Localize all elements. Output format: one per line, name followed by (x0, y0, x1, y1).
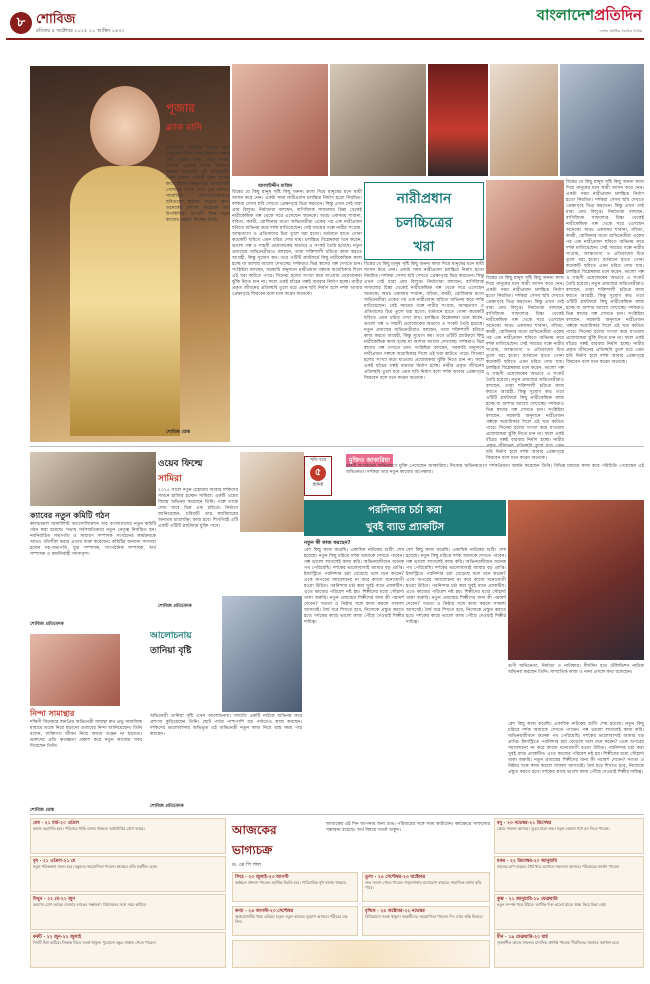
sign-name: মিথুন (33, 897, 43, 902)
samira-photo (240, 452, 304, 532)
samantha-title: নিন্দা সামান্থার (30, 709, 75, 718)
khoti-number: ৫ (310, 465, 326, 481)
horoscope-title (232, 822, 322, 868)
jakaria-body: চারটি সংগঠনের অভিযোগে মুক্তি পেয়েছেন জাকারিয়া। নিজের অভিনয়গুণে দর্শকপ্রিয়তা অর্জন করেছেন তিনি। বিভিন্ন মাধ্যমে কাজ করে পরিচিতি পেয়েছেন এই অভিনেতা। দর্শকরা তার নতুন কাজের অপেক্ষায়। (346, 464, 644, 475)
masthead (482, 4, 642, 38)
film-poster (428, 64, 488, 176)
sign-dates: ২৩ জুলাই-২৩ আগস্ট (248, 875, 289, 880)
sign-name: কর্কট (33, 935, 42, 940)
sign-dates: ২৪ অক্টোবর-২২ নভেম্বর (380, 909, 425, 914)
feature-byline: আলাউদ্দীন মাজিদ (258, 184, 293, 189)
masthead-red: প্রতিদিন (594, 6, 642, 24)
page-number: ৮ (10, 12, 32, 34)
web-title (158, 456, 238, 486)
sign-name: ধনু (497, 821, 503, 826)
tania-title-1: আলোচনায় (150, 631, 192, 641)
feature-body-col2: বিশ্বের যে কিছু মানুষ সৃষ্টি কিছু অনন্য কাজ দিয়ে মানুষের মনে স্থায়ী আসন করে নেন। একটা সময় নারীপ্রধান চলচ্চিত্র নির্মাণ হতো নিয়মিত। দর্শকরা সেসব ছবি দেখতে প্রেক্ষাগৃহে ভিড় করতেন। কিন্তু এখন সেই ধারা প্রায় বিলুপ্ত। নির্মাতারা বলছেন, বাণিজ্যিক সাফল্যের চিন্তা থেকেই নারীকেন্দ্রিক গল্প থেকে সরে এসেছেন অনেকে। অথচ একসময় শাবানা, ববিতা, কবরী, রোজিনার মতো অভিনেত্রীরা একের পর এক নারীপ্রধান ছবিতে অভিনয় করে দর্শক মাতিয়েছেন। সেই সময়ের গল্পে নারীর সংগ্রাম, আত্মত্যাগ ও প্রতিবাদের চিত্র তুলে ধরা হতো। বর্তমানে হাতে গোনা কয়েকটি ছবিতে এমন চরিত্র দেখা যায়। চলচ্চিত্র বিশ্লেষকরা মনে করেন, ভালো গল্প ও সাহসী প্রযোজকের অভাবে এ সংকট তৈরি হয়েছে। নতুন প্রজন্মের অভিনেত্রীরাও বলছেন, তারা শক্তিশালী চরিত্রে কাজ করতে আগ্রহী, কিন্তু সুযোগ কম। তবে ওটিটি প্ল্যাটফর্মে কিছু নারীকেন্দ্রিক কাজ হচ্ছে যা আশার আলো দেখাচ্ছে। দর্শকরাও ভিন্ন স্বাদের গল্প দেখতে চান। সংশ্লিষ্টরা বলছেন, সরকারি অনুদানে নারীপ্রধান গল্পকে অগ্রাধিকার দিলে এই খরা কাটতে পারে। সিনেমা হলের সংখ্যা কমে যাওয়ায় প্রযোজকরা ঝুঁকি নিতে চান না। ফলে একই ধাঁচের গল্পই বারবার নির্মাণ হচ্ছে। নারীর প্রকৃত জীবনের প্রতিচ্ছবি তুলে ধরে এমন ছবি নির্মাণ হলে দর্শক আবার প্রেক্ষাগৃহে ফিরবেন বলে মনে করেন অনেকে। (364, 262, 484, 381)
puja-credit: শোবিজ ডেস্ক (166, 430, 191, 435)
feature-body-col4: বিশ্বের যে কিছু মানুষ সৃষ্টি কিছু অনন্য কাজ দিয়ে মানুষের মনে স্থায়ী আসন করে নেন। একটা সময় নারীপ্রধান চলচ্চিত্র নির্মাণ হতো নিয়মিত। দর্শকরা সেসব ছবি দেখতে প্রেক্ষাগৃহে ভিড় করতেন। কিন্তু এখন সেই ধারা প্রায় বিলুপ্ত। নির্মাতারা বলছেন, বাণিজ্যিক সাফল্যের চিন্তা থেকেই নারীকেন্দ্রিক গল্প থেকে সরে এসেছেন অনেকে। অথচ একসময় শাবানা, ববিতা, কবরী, রোজিনার মতো অভিনেত্রীরা একের পর এক নারীপ্রধান ছবিতে অভিনয় করে দর্শক মাতিয়েছেন। সেই সময়ের গল্পে নারীর সংগ্রাম, আত্মত্যাগ ও প্রতিবাদের চিত্র তুলে ধরা হতো। বর্তমানে হাতে গোনা কয়েকটি ছবিতে এমন চরিত্র দেখা যায়। চলচ্চিত্র বিশ্লেষকরা মনে করেন, ভালো গল্প ও সাহসী প্রযোজকের অভাবে এ সংকট তৈরি হয়েছে। নতুন প্রজন্মের অভিনেত্রীরাও বলছেন, তারা শক্তিশালী চরিত্রে কাজ করতে আগ্রহী, কিন্তু সুযোগ কম। তবে ওটিটি প্ল্যাটফর্মে কিছু নারীকেন্দ্রিক কাজ হচ্ছে যা আশার আলো দেখাচ্ছে। দর্শকরাও ভিন্ন স্বাদের গল্প দেখতে চান। সংশ্লিষ্টরা বলছেন, সরকারি অনুদানে নারীপ্রধান গল্পকে অগ্রাধিকার দিলে এই খরা কাটতে পারে। সিনেমা হলের সংখ্যা কমে যাওয়ায় প্রযোজকরা ঝুঁকি নিতে চান না। ফলে একই ধাঁচের গল্পই বারবার নির্মাণ হচ্ছে। নারীর প্রকৃত জীবনের প্রতিচ্ছবি তুলে ধরে এমন ছবি নির্মাণ হলে দর্শক আবার প্রেক্ষাগৃহে ফিরবেন বলে মনে করেন অনেকে। (566, 180, 644, 365)
web-body: ২০২৫ সালে নতুন চেহারায় আবার দর্শকদের সামনে হাজির হচ্ছেন সামিরা। একটি ওয়েব ফিল্মে অভিনয় করেছেন তিনি। গল্পে তাকে দেখা যাবে ভিন্ন এক চরিত্রে। নির্মাতা জানিয়েছেন, চরিত্রটি তার ক্যারিয়ারের অন্যতম চ্যালেঞ্জিং কাজ হবে। শিগগিরই এটি একটি ওটিটি প্ল্যাটফর্মে মুক্তি পাবে। (158, 488, 238, 529)
horoscope-author: ড. কে পি পাল (232, 862, 261, 868)
sign-name: মকর (497, 859, 506, 864)
interview-body-col2: বেশ কিছু কাজ করেছি। একাধিক নাটকের শুটিং শেষ হয়েছে। নতুন কিছু চরিত্রে দর্শক আমাকে দেখতে পাবেন। গল্প ভালো লাগলেই কাজ করি। অভিনয়জীবনে অনেক পথ পেরিয়েছি। দর্শকের ভালোবাসাই আমার বড় প্রাপ্তি। ইন্ডাস্ট্রিতে পরনিন্দার চর্চা বেড়েছে বলে মনে করেন? একে অপরের সমালোচনা না করে কাজে মনোযোগী হওয়া উচিত। পরনিন্দার চর্চা করা খুবই ব্যাড প্র্যাকটিস। এতে কাজের পরিবেশ নষ্ট হয়। শিল্পীদের মধ্যে সৌহার্দ্য থাকা জরুরি। নতুন প্রজন্মের শিল্পীদের জন্য কী পরামর্শ দেবেন? সততা ও নিষ্ঠার সঙ্গে কাজ করলে সাফল্য আসবেই। ধৈর্য ধরে শিখতে হবে, নিজেকে প্রস্তুত করতে হবে। দর্শকের কাছে ভালো কাজ পৌঁছে দেওয়াই শিল্পীর দায়িত্ব। (406, 548, 506, 625)
interview-title-box (304, 500, 506, 536)
cab-body: কালচারাল জার্নালিস্ট অ্যাসোসিয়েশন অব বাংলাদেশের নতুন কমিটি গঠন করা হয়েছে। সভায় সর্বসম্মতিক্রমে নতুন নেতৃত্ব নির্বাচিত হন। নবনির্বাচিত সভাপতি ও সাধারণ সম্পাদক সংগঠনের কার্যক্রমকে আরও গতিশীল করার প্রত্যয় ব্যক্ত করেছেন। কমিটির অন্যান্য সদস্যরা হলেন সহ-সভাপতি, যুগ্ম সম্পাদক, সাংগঠনিক সম্পাদক, অর্থ সম্পাদক ও কার্যনির্বাহী সদস্যবৃন্দ। (30, 522, 156, 557)
section-title: শোবিজ (36, 12, 76, 27)
sign-name: কুম্ভ (497, 897, 504, 902)
sign-dates: ২১ জানুয়ারি-১৮ ফেব্রুয়ারি (508, 897, 558, 902)
horoscope-sign-kanya: কন্যা · ২৪ আগস্ট-২৩ সেপ্টেম্বর অপ্রয়োজনীয় খরচ এড়িয়ে চলুন। নতুন কাজের সুযোগ আসবে। শরীরের যত্ন নিন। (232, 906, 358, 936)
sign-dates: ২১ এপ্রিল-২১ মে (42, 859, 76, 864)
puja-title-1: পূজার (166, 101, 195, 115)
samantha-body: দক্ষিণী সিনেমার জনপ্রিয় অভিনেত্রী সামান্থা রুথ প্রভু সামাজিক মাধ্যমে তাকে নিয়ে ছড়ানো গুজবের নিন্দা জানিয়েছেন। তিনি বলেন, ব্যক্তিগত জীবন নিয়ে অযথা গুঞ্জন না ছড়াতে। ভক্তদের প্রতি কৃতজ্ঞতা প্রকাশ করে নতুন কাজের খবর দিয়েছেন তিনি। (30, 720, 142, 749)
sign-dates: ১৯ ফেব্রুয়ারি-২০ মার্চ (508, 935, 548, 940)
sign-name: মেষ (33, 821, 40, 826)
feature-title-3: খরা (413, 239, 435, 255)
interview-body-col3: বেশ কিছু কাজ করেছি। একাধিক নাটকের শুটিং শেষ হয়েছে। নতুন কিছু চরিত্রে দর্শক আমাকে দেখতে পাবেন। গল্প ভালো লাগলেই কাজ করি। অভিনয়জীবনে অনেক পথ পেরিয়েছি। দর্শকের ভালোবাসাই আমার বড় প্রাপ্তি। ইন্ডাস্ট্রিতে পরনিন্দার চর্চা বেড়েছে বলে মনে করেন? একে অপরের সমালোচনা না করে কাজে মনোযোগী হওয়া উচিত। পরনিন্দার চর্চা করা খুবই ব্যাড প্র্যাকটিস। এতে কাজের পরিবেশ নষ্ট হয়। শিল্পীদের মধ্যে সৌহার্দ্য থাকা জরুরি। নতুন প্রজন্মের শিল্পীদের জন্য কী পরামর্শ দেবেন? সততা ও নিষ্ঠার সঙ্গে কাজ করলে সাফল্য আসবেই। ধৈর্য ধরে শিখতে হবে, নিজেকে প্রস্তুত করতে হবে। দর্শকের কাছে ভালো কাজ পৌঁছে দেওয়াই শিল্পীর দায়িত্ব। (508, 722, 644, 775)
actress-photo-3 (490, 64, 558, 176)
sign-name: বৃশ্চিক (365, 909, 376, 914)
horoscope-title-2: ভাগ্যচক্র (232, 843, 273, 857)
tania-body: অভিনেত্রী তানিয়া বৃষ্টি এখন আলোচনায়। সম্প্রতি একটি নাটকে অভিনয় করে প্রশংসা কুড়িয়েছেন তিনি। ছোট পর্দার পাশাপাশি বড় পর্দাতেও কাজ করছেন। দর্শকদের ভালোবাসায় অভিভূত এই অভিনেত্রী নতুন কাজ নিয়ে ব্যস্ত সময় পার করছেন। (150, 714, 302, 737)
horoscope-sign-dhanu: ধনু · ২৩ নভেম্বর-২১ ডিসেম্বর প্রেমে সাফল্য আসবে। দূরের যাত্রা শুভ। নতুন কোনো শখে মন দিতে পারেন। (494, 818, 644, 854)
sign-text: কাজে অগ্রগতি হবে। পরিবারে শান্তি বজায় থাকবে। অর্থপ্রাপ্তির যোগ আছে। (33, 826, 145, 831)
actress-photo-4 (560, 64, 644, 176)
puja-body: রাতারাতি বলিউড তারকা হয়ে উঠেছেন তিনি। তার কিছুদিন আগে দেবী পূজায় দেখা গেছে তাকে। নিজের পুজোর সাজে ভক্তদের সামনে এসেছেন এই অভিনেত্রী। তিনি বলেন, প্রতিটি পূজা আমার কাছে বিশেষ অনুভূতির। ঐতিহ্যবাহী পোশাকে তাকে দেখে মুগ্ধ ভক্তরা। সামাজিক যোগাযোগমাধ্যমে ছবিগুলো ছড়িয়ে পড়েছে দ্রুত। অনেকেই প্রশংসা করেছেন তার উপস্থিতির। আগামী দিনে নতুন কাজের প্রস্তুতি নিচ্ছেন তিনি। (166, 146, 230, 223)
sign-name: বৃষ (33, 859, 38, 864)
horoscope-sign-makar: মকর · ২২ ডিসেম্বর-২০ জানুয়ারি কাজের চাপ বাড়বে। ধৈর্য ধরে এগোলে সফলতা আসবে। পরিবারের সমর্থন পাবেন। (494, 856, 644, 892)
sign-text: কর্মস্থলে প্রশংসা পাবেন। আর্থিক উন্নতি হবে। পারিবারিক সুখ বজায় থাকবে। (235, 880, 347, 885)
sign-dates: ২২ জুন-২২ জুলাই (46, 935, 82, 940)
sign-dates: ২১ মার্চ-২০ এপ্রিল (44, 821, 80, 826)
khoti-label-bottom: মিনিট (312, 483, 324, 488)
tania-title-2: তানিয়া বৃষ্টি (150, 646, 192, 656)
samantha-credit: শোবিজ ডেস্ক (30, 808, 55, 813)
sign-name: সিংহ (235, 875, 244, 880)
sign-text: বিনিয়োগে সতর্ক থাকুন। সহকর্মীদের সহযোগিতা পাবেন। দিন শেষে স্বস্তি মিলবে। (365, 914, 483, 919)
sign-dates: ২৪ আগস্ট-২৩ সেপ্টেম্বর (248, 909, 294, 914)
puja-title-2: ব্ল্যাক মানি (166, 123, 202, 133)
sign-text: ভ্রমণের যোগ আছে। ব্যবসায় লাভের সম্ভাবনা। প্রিয়জনের সঙ্গে সময় কাটবে। (33, 902, 147, 907)
mid-rule (30, 446, 644, 447)
puja-title (166, 100, 232, 144)
web-credit: শোবিজ প্রতিবেদক (158, 604, 192, 609)
header-rule (6, 38, 644, 40)
page-header (6, 4, 156, 36)
sign-dates: ২২ ডিসেম্বর-২০ জানুয়ারি (509, 859, 557, 864)
horoscope-sign-brish: বৃষ · ২১ এপ্রিল-২১ মে নতুন পরিকল্পনা সফল হবে। বন্ধুদের সহযোগিতা পাবেন। স্বাস্থ্যের প্রতি যত্নশীল হোন। (30, 856, 226, 892)
actress-photo-2 (330, 64, 426, 176)
khoti-box (304, 456, 332, 496)
sign-dates: ২৩ নভেম্বর-২১ ডিসেম্বর (507, 821, 552, 826)
tania-photo (222, 596, 302, 712)
sign-text: সৃজনশীল কাজে সাফল্য। মানসিক প্রশান্তি পাবেন। দীর্ঘদিনের সমস্যার সমাধান হবে। (497, 940, 620, 945)
sign-name: তুলা (365, 875, 374, 880)
masthead-tagline: দেশের সর্বাধিক প্রচারিত দৈনিক (599, 29, 642, 33)
face-shape (90, 86, 160, 166)
cab-title: ক্যাবের নতুন কমিটি গঠন (30, 511, 110, 520)
interview-body-col1: বেশ কিছু কাজ করেছি। একাধিক নাটকের শুটিং শেষ হয়েছে। নতুন কিছু চরিত্রে দর্শক আমাকে দেখতে পাবেন। গল্প ভালো লাগলেই কাজ করি। অভিনয়জীবনে অনেক পথ পেরিয়েছি। দর্শকের ভালোবাসাই আমার বড় প্রাপ্তি। ইন্ডাস্ট্রিতে পরনিন্দার চর্চা বেড়েছে বলে মনে করেন? একে অপরের সমালোচনা না করে কাজে মনোযোগী হওয়া উচিত। পরনিন্দার চর্চা করা খুবই ব্যাড প্র্যাকটিস। এতে কাজের পরিবেশ নষ্ট হয়। শিল্পীদের মধ্যে সৌহার্দ্য থাকা জরুরি। নতুন প্রজন্মের শিল্পীদের জন্য কী পরামর্শ দেবেন? সততা ও নিষ্ঠার সঙ্গে কাজ করলে সাফল্য আসবেই। ধৈর্য ধরে শিখতে হবে, নিজেকে প্রস্তুত করতে হবে। দর্শকের কাছে ভালো কাজ পৌঁছে দেওয়াই শিল্পীর দায়িত্ব। (304, 548, 404, 625)
sign-text: নতুন সম্পর্ক গড়ে উঠবে। আর্থিক দিক ভালো যাবে। স্বাস্থ্য নিয়ে চিন্তা নেই। (497, 902, 607, 907)
sign-text: প্রেমে সাফল্য আসবে। দূরের যাত্রা শুভ। নতুন কোনো শখে মন দিতে পারেন। (497, 826, 610, 831)
sign-text: অপ্রয়োজনীয় খরচ এড়িয়ে চলুন। নতুন কাজের সুযোগ আসবে। শরীরের যত্ন নিন। (235, 914, 348, 924)
feature-actress-photo (486, 180, 564, 274)
sign-text: নতুন পরিকল্পনা সফল হবে। বন্ধুদের সহযোগিতা পাবেন। স্বাস্থ্যের প্রতি যত্নশীল হোন। (33, 864, 158, 869)
feature-body-col3: বিশ্বের যে কিছু মানুষ সৃষ্টি কিছু অনন্য কাজ দিয়ে মানুষের মনে স্থায়ী আসন করে নেন। একটা সময় নারীপ্রধান চলচ্চিত্র নির্মাণ হতো নিয়মিত। দর্শকরা সেসব ছবি দেখতে প্রেক্ষাগৃহে ভিড় করতেন। কিন্তু এখন সেই ধারা প্রায় বিলুপ্ত। নির্মাতারা বলছেন, বাণিজ্যিক সাফল্যের চিন্তা থেকেই নারীকেন্দ্রিক গল্প থেকে সরে এসেছেন অনেকে। অথচ একসময় শাবানা, ববিতা, কবরী, রোজিনার মতো অভিনেত্রীরা একের পর এক নারীপ্রধান ছবিতে অভিনয় করে দর্শক মাতিয়েছেন। সেই সময়ের গল্পে নারীর সংগ্রাম, আত্মত্যাগ ও প্রতিবাদের চিত্র তুলে ধরা হতো। বর্তমানে হাতে গোনা কয়েকটি ছবিতে এমন চরিত্র দেখা যায়। চলচ্চিত্র বিশ্লেষকরা মনে করেন, ভালো গল্প ও সাহসী প্রযোজকের অভাবে এ সংকট তৈরি হয়েছে। নতুন প্রজন্মের অভিনেত্রীরাও বলছেন, তারা শক্তিশালী চরিত্রে কাজ করতে আগ্রহী, কিন্তু সুযোগ কম। তবে ওটিটি প্ল্যাটফর্মে কিছু নারীকেন্দ্রিক কাজ হচ্ছে যা আশার আলো দেখাচ্ছে। দর্শকরাও ভিন্ন স্বাদের গল্প দেখতে চান। সংশ্লিষ্টরা বলছেন, সরকারি অনুদানে নারীপ্রধান গল্পকে অগ্রাধিকার দিলে এই খরা কাটতে পারে। সিনেমা হলের সংখ্যা কমে যাওয়ায় প্রযোজকরা ঝুঁকি নিতে চান না। ফলে একই ধাঁচের গল্পই বারবার নির্মাণ হচ্ছে। নারীর ছবি নির্মাণ হলে দর্শক আবার প্রেক্ষাগৃহে ফিরবেন বলে মনে করেন অনেকে। (486, 276, 564, 461)
cab-group-photo (30, 452, 156, 506)
tania-credit: শোবিজ প্রতিবেদক (150, 804, 184, 809)
horoscope-intro: আজকের এই দিন আপনার জন্য শুভ। পরিবারের সঙ্গে সময় কাটাবেন। কর্মক্ষেত্রে সাফল্যের সম্ভাবনা রয়েছে। অর্থ বিষয়ে সতর্ক থাকুন। (326, 822, 490, 833)
jakaria-tag: মুক্তিত জাকারিয়া (346, 454, 393, 467)
web-title-1: ওয়েব ফিল্মে (158, 459, 203, 469)
interview-title-2: খুবই ব্যাড প্র্যাকটিস (365, 522, 445, 533)
sign-text: শুভ সংবাদ পেতে পারেন। পড়াশোনায় মনোযোগ বাড়বে। সামাজিক মর্যাদা বৃদ্ধি পাবে। (365, 880, 482, 890)
sign-name: মীন (497, 935, 504, 940)
feature-title-box (364, 182, 484, 260)
sign-name: কন্যা (235, 909, 244, 914)
actress-photo-1 (232, 64, 328, 176)
horoscope-sign-mesh: মেষ · ২১ মার্চ-২০ এপ্রিল কাজে অগ্রগতি হবে। পরিবারে শান্তি বজায় থাকবে। অর্থপ্রাপ্তির যোগ আছে। (30, 818, 226, 854)
feature-title-2: চলচ্চিত্রের (395, 215, 453, 231)
date-line: রবিবার ৫ অক্টোবর ২০২৫ ২০ আশ্বিন ১৪৩২ (36, 28, 125, 34)
sign-dates: ২২ মে-২১ জুন (47, 897, 75, 902)
dress-shape (70, 166, 180, 436)
sign-text: কাজের চাপ বাড়বে। ধৈর্য ধরে এগোলে সফলতা আসবে। পরিবারের সমর্থন পাবেন। (497, 864, 620, 869)
sign-text: দিনটি মিশ্র কাটবে। সিদ্ধান্ত নিতে সতর্ক থাকুন। পুরোনো বন্ধুর সাক্ষাৎ পেতে পারেন। (33, 940, 156, 945)
tania-title (150, 628, 220, 662)
horoscope-title-1: আজকের (232, 823, 277, 837)
feature-title-1: নারীপ্রধান (396, 191, 452, 207)
interviewee-photo (508, 500, 644, 660)
cab-credit: শোবিজ প্রতিবেদক (30, 622, 64, 627)
khoti-label-top: খতি ধরে (310, 458, 326, 463)
web-title-2: সামিরা (158, 474, 182, 484)
interview-title-1: পরনিন্দার চর্চা করা (368, 505, 442, 516)
horoscope-sign-kumbha: কুম্ভ · ২১ জানুয়ারি-১৮ ফেব্রুয়ারি নতুন সম্পর্ক গড়ে উঠবে। আর্থিক দিক ভালো যাবে। স্বাস্থ্য নিয়ে চিন্তা নেই। (494, 894, 644, 930)
horoscope-sign-brishchik: বৃশ্চিক · ২৪ অক্টোবর-২২ নভেম্বর বিনিয়োগে সতর্ক থাকুন। সহকর্মীদের সহযোগিতা পাবেন। দিন শেষে স্বস্তি মিলবে। (362, 906, 490, 936)
horoscope-rule (30, 814, 644, 815)
samantha-photo (30, 634, 120, 706)
interview-question: নতুন কী কাজ করছেন? (304, 540, 351, 546)
horoscope-sign-karkat: কর্কট · ২২ জুন-২২ জুলাই দিনটি মিশ্র কাটবে। সিদ্ধান্ত নিতে সতর্ক থাকুন। পুরোনো বন্ধুর সাক্ষাৎ পেতে পারেন। (30, 932, 226, 968)
horoscope-sign-singha: সিংহ · ২৩ জুলাই-২৩ আগস্ট কর্মস্থলে প্রশংসা পাবেন। আর্থিক উন্নতি হবে। পারিবারিক সুখ বজায় থাকবে। (232, 872, 358, 902)
interview-caption: গুণী অভিনেতা, নির্মাতা ও নাট্যকার। দীর্ঘদিন ধরে টেলিভিশন নাটকে অভিনয় করছেন তিনি। সাম্প্রতিক কাজ ও নানা প্রসঙ্গে কথা বলেছেন। (508, 664, 644, 675)
horoscope-sign-tula: তুলা · ২৪ সেপ্টেম্বর-২৩ অক্টোবর শুভ সংবাদ পেতে পারেন। পড়াশোনায় মনোযোগ বাড়বে। সামাজিক মর্যাদা বৃদ্ধি পাবে। (362, 872, 490, 902)
sign-dates: ২৪ সেপ্টেম্বর-২৩ অক্টোবর (377, 875, 426, 880)
zodiac-wheel (232, 940, 490, 968)
horoscope-sign-meen: মীন · ১৯ ফেব্রুয়ারি-২০ মার্চ সৃজনশীল কাজে সাফল্য। মানসিক প্রশান্তি পাবেন। দীর্ঘদিনের সমস্যার সমাধান হবে। (494, 932, 644, 968)
masthead-green: বাংলাদেশ (536, 6, 595, 24)
horoscope-sign-mithun: মিথুন · ২২ মে-২১ জুন ভ্রমণের যোগ আছে। ব্যবসায় লাভের সম্ভাবনা। প্রিয়জনের সঙ্গে সময় কাটবে। (30, 894, 226, 930)
feature-body-col1: বিশ্বের যে কিছু মানুষ সৃষ্টি কিছু অনন্য কাজ দিয়ে মানুষের মনে স্থায়ী আসন করে নেন। একটা সময় নারীপ্রধান চলচ্চিত্র নির্মাণ হতো নিয়মিত। দর্শকরা সেসব ছবি দেখতে প্রেক্ষাগৃহে ভিড় করতেন। কিন্তু এখন সেই ধারা প্রায় বিলুপ্ত। নির্মাতারা বলছেন, বাণিজ্যিক সাফল্যের চিন্তা থেকেই নারীকেন্দ্রিক গল্প থেকে সরে এসেছেন অনেকে। অথচ একসময় শাবানা, ববিতা, কবরী, রোজিনার মতো অভিনেত্রীরা একের পর এক নারীপ্রধান ছবিতে অভিনয় করে দর্শক মাতিয়েছেন। সেই সময়ের গল্পে নারীর সংগ্রাম, আত্মত্যাগ ও প্রতিবাদের চিত্র তুলে ধরা হতো। বর্তমানে হাতে গোনা কয়েকটি ছবিতে এমন চরিত্র দেখা যায়। চলচ্চিত্র বিশ্লেষকরা মনে করেন, ভালো গল্প ও সাহসী প্রযোজকের অভাবে এ সংকট তৈরি হয়েছে। নতুন প্রজন্মের অভিনেত্রীরাও বলছেন, তারা শক্তিশালী চরিত্রে কাজ করতে আগ্রহী, কিন্তু সুযোগ কম। তবে ওটিটি প্ল্যাটফর্মে কিছু নারীকেন্দ্রিক কাজ হচ্ছে যা আশার আলো দেখাচ্ছে। দর্শকরাও ভিন্ন স্বাদের গল্প দেখতে চান। সংশ্লিষ্টরা বলছেন, সরকারি অনুদানে নারীপ্রধান গল্পকে অগ্রাধিকার দিলে এই খরা কাটতে পারে। সিনেমা হলের সংখ্যা কমে যাওয়ায় প্রযোজকরা ঝুঁকি নিতে চান না। ফলে একই ধাঁচের গল্পই বারবার নির্মাণ হচ্ছে। নারীর প্রকৃত জীবনের প্রতিচ্ছবি তুলে ধরে এমন ছবি নির্মাণ হলে দর্শক আবার প্রেক্ষাগৃহে ফিরবেন বলে মনে করেন অনেকে। (232, 190, 362, 297)
